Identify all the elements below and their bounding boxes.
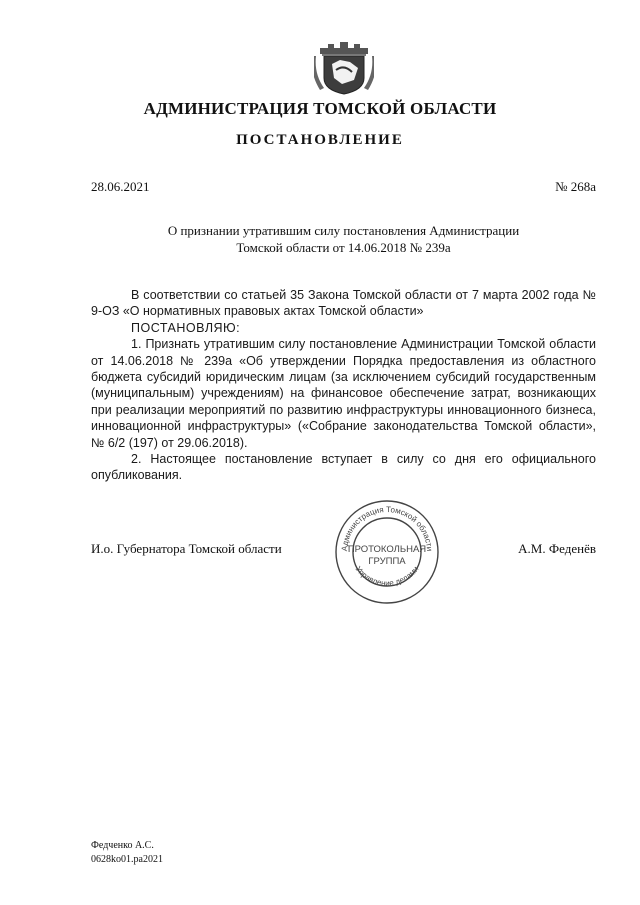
subject-line-1: О признании утратившим силу постановления Администрации [167, 223, 520, 238]
official-stamp [333, 498, 441, 606]
document-subject [91, 222, 596, 256]
document-body [91, 287, 596, 484]
stamp-center-line-1: ПРОТОКОЛЬНАЯ [347, 544, 427, 555]
decree-word: ПОСТАНОВЛЯЮ: [131, 320, 241, 335]
stamp-center-line-2: ГРУППА [368, 556, 406, 567]
preamble-paragraph: В соответствии со статьей 35 Закона Томской области от 7 марта 2002 года № 9-ОЗ «О нормативных правовых актах Томской области» [91, 288, 596, 319]
document-date: 28.06.2021 [91, 179, 150, 194]
svg-text:Управление делами [354, 565, 421, 588]
footer-file-code: 0628ko01.pa2021 [91, 854, 163, 865]
document-footer [91, 839, 163, 867]
document-type-title: ПОСТАНОВЛЕНИЕ [236, 132, 404, 148]
document-number: № 268а [555, 179, 596, 194]
footer-author: Федченко А.С. [91, 840, 154, 851]
signer-name: А.М. Феденёв [518, 541, 596, 556]
stamp-ring-text: Администрация Томской области [339, 504, 435, 552]
item-1-paragraph: 1. Признать утратившим силу постановление Администрации Томской области от 14.06.2018 № 239а «Об утверждении Порядка предоставления из областного бюджета субсидий юридическим лицам (за исключением субсидий государственным (муниципальным) учреждениям) на финансовое обеспечение затрат, возникающих при реализации мероприятий по развитию инфраструктуры инновационного бизнеса, инновационной инфраструктуры» («Собрание законодательства Томской области», № 6/2 (197) от 29.06.2018). [91, 337, 596, 450]
item-2-paragraph: 2. Настоящее постановление вступает в силу со дня его официального опубликования. [91, 452, 596, 483]
coat-of-arms-icon [314, 34, 374, 96]
subject-line-2: Томской области от 14.06.2018 № 239а [236, 240, 451, 255]
stamp-ring-bottom-text: Управление делами [353, 564, 421, 588]
signer-position: И.о. Губернатора Томской области [91, 541, 282, 556]
organization-title: АДМИНИСТРАЦИЯ ТОМСКОЙ ОБЛАСТИ [143, 99, 497, 118]
